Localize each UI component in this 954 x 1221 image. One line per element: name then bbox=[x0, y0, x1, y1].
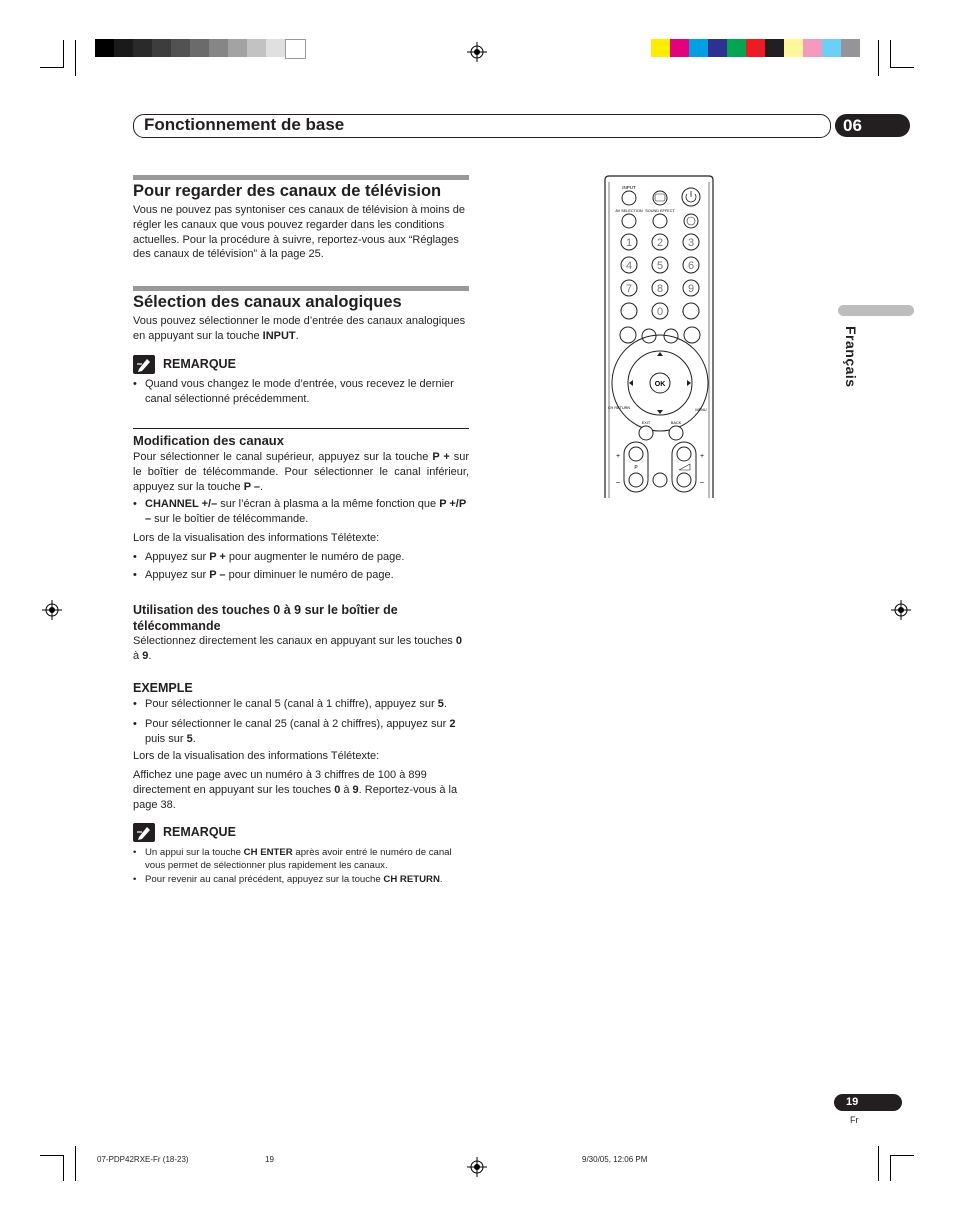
color-swatch bbox=[266, 39, 285, 57]
color-swatch bbox=[152, 39, 171, 57]
menu-label: MENU bbox=[695, 408, 707, 412]
color-swatch bbox=[190, 39, 209, 57]
remote-control-illustration bbox=[600, 174, 718, 498]
plus-label: + bbox=[615, 453, 621, 460]
color-swatch bbox=[285, 39, 306, 59]
page-number: 19 bbox=[834, 1094, 902, 1111]
registration-mark-icon bbox=[891, 600, 911, 620]
section-body: Vous ne pouvez pas syntoniser ces canaux de télévision à moins de régler les canaux que vous pouvez regarder dans les conditions actuelles. Pour la procédure à suivre, reportez-vous aux “Réglages des canaux de télévision” à la page 25. bbox=[133, 204, 466, 261]
crop-mark bbox=[878, 1146, 879, 1181]
plus-label: + bbox=[699, 453, 705, 460]
subsection-heading: Modification des canaux bbox=[133, 433, 284, 448]
ch-return-label: CH RETURN bbox=[607, 406, 631, 410]
section-rule bbox=[133, 286, 469, 291]
color-swatch bbox=[708, 39, 727, 57]
subsection-body: Pour sélectionner le canal supérieur, appuyez sur la touche P + sur le boîtier de télécommande. Pour sélectionner le canal inférieur, appuyez sur la touche P –. bbox=[133, 451, 469, 493]
registration-mark-icon bbox=[42, 600, 62, 620]
section-heading: Sélection des canaux analogiques bbox=[133, 293, 402, 311]
page-language: Fr bbox=[850, 1115, 859, 1125]
color-swatch bbox=[746, 39, 765, 57]
list-item: • Appuyez sur P – pour diminuer le numéro de page. bbox=[133, 568, 469, 583]
numpad-key-label: 0 bbox=[656, 306, 664, 318]
teletext-intro: Lors de la visualisation des informations Télétexte: bbox=[133, 750, 380, 762]
example-label: EXEMPLE bbox=[133, 681, 193, 695]
numpad-key-label: 9 bbox=[687, 283, 695, 295]
color-swatch bbox=[247, 39, 266, 57]
teletext-intro: Lors de la visualisation des informations Télétexte: bbox=[133, 532, 380, 544]
crop-mark bbox=[890, 1155, 891, 1181]
note-bullet: • Pour revenir au canal précédent, appuyez sur la touche CH RETURN. bbox=[133, 873, 469, 886]
color-swatch bbox=[670, 39, 689, 57]
color-swatch bbox=[133, 39, 152, 57]
subsection-body: Sélectionnez directement les canaux en appuyant sur les touches 0 à 9. bbox=[133, 635, 462, 662]
color-swatch bbox=[841, 39, 860, 57]
language-tab-bar bbox=[838, 305, 914, 316]
color-swatch bbox=[727, 39, 746, 57]
note-label: REMARQUE bbox=[163, 357, 236, 371]
list-item: • Pour sélectionner le canal 5 (canal à 1 chiffre), appuyez sur 5. bbox=[133, 697, 469, 712]
color-swatch bbox=[765, 39, 784, 57]
registration-mark-icon bbox=[467, 42, 487, 62]
crop-mark bbox=[890, 40, 891, 68]
exit-label: EXIT bbox=[641, 421, 651, 425]
crop-mark bbox=[75, 40, 76, 76]
section-rule bbox=[133, 175, 469, 180]
color-swatch bbox=[651, 39, 670, 57]
subsection-rule bbox=[133, 428, 469, 429]
note-bullet: • Quand vous changez le mode d’entrée, vous recevez le dernier canal sélectionné précédemment. bbox=[133, 377, 469, 407]
p-label: P bbox=[634, 465, 638, 471]
note-icon bbox=[133, 823, 155, 842]
section-body: Vous pouvez sélectionner le mode d’entrée des canaux analogiques en appuyant sur la touche INPUT. bbox=[133, 315, 466, 342]
section-heading: Pour regarder des canaux de télévision bbox=[133, 182, 442, 200]
list-item: • Pour sélectionner le canal 25 (canal à 2 chiffres), appuyez sur 2 puis sur 5. bbox=[133, 717, 469, 747]
color-swatch bbox=[114, 39, 133, 57]
color-swatch bbox=[209, 39, 228, 57]
crop-mark bbox=[40, 67, 64, 68]
color-swatch bbox=[95, 39, 114, 57]
note-icon bbox=[133, 355, 155, 374]
crop-mark bbox=[63, 40, 64, 68]
footer-date: 9/30/05, 12:06 PM bbox=[582, 1155, 648, 1164]
numpad-key-label: 1 bbox=[625, 237, 633, 249]
color-swatch bbox=[171, 39, 190, 57]
footer-file: 07-PDP42RXE-Fr (18-23) bbox=[97, 1155, 189, 1164]
crop-mark bbox=[890, 1155, 914, 1156]
sound-effect-label: SOUND EFFECT bbox=[645, 209, 675, 213]
numpad-key-label: 8 bbox=[656, 283, 664, 295]
color-swatch bbox=[689, 39, 708, 57]
av-selection-label: AV SELECTION bbox=[615, 209, 643, 213]
color-swatch bbox=[784, 39, 803, 57]
numpad-key-label: 7 bbox=[625, 283, 633, 295]
crop-mark bbox=[890, 67, 914, 68]
minus-label: – bbox=[700, 479, 704, 486]
ok-label: OK bbox=[654, 381, 666, 388]
chapter-number: 06 bbox=[835, 114, 910, 137]
footer-page: 19 bbox=[265, 1155, 274, 1164]
back-label: BACK bbox=[670, 421, 682, 425]
note-bullet: • Un appui sur la touche CH ENTER après avoir entré le numéro de canal vous permet de sélectionner plus rapidement les canaux. bbox=[133, 846, 469, 872]
color-swatch bbox=[228, 39, 247, 57]
numpad-key-label: 6 bbox=[687, 260, 695, 272]
page-title: Fonctionnement de base bbox=[144, 115, 345, 134]
crop-mark bbox=[40, 1155, 64, 1156]
list-item: • Appuyez sur P + pour augmenter le numéro de page. bbox=[133, 550, 469, 565]
language-tab-label: Français bbox=[843, 326, 859, 388]
crop-mark bbox=[878, 40, 879, 76]
color-swatch bbox=[822, 39, 841, 57]
numpad-key-label: 5 bbox=[656, 260, 664, 272]
subsection-heading: Utilisation des touches 0 à 9 sur le boîtier de télécommande bbox=[133, 603, 398, 633]
numpad-key-label: 2 bbox=[656, 237, 664, 249]
color-swatch bbox=[803, 39, 822, 57]
numpad-key-label: 4 bbox=[625, 260, 633, 272]
list-item: • CHANNEL +/– sur l’écran à plasma a la même fonction que P +/P – sur le boîtier de télécommande. bbox=[133, 497, 469, 527]
crop-mark bbox=[63, 1155, 64, 1181]
numpad-key-label: 3 bbox=[687, 237, 695, 249]
minus-label: – bbox=[616, 479, 620, 486]
registration-mark-icon bbox=[467, 1157, 487, 1177]
input-label: INPUT bbox=[622, 185, 636, 190]
teletext-body: Affichez une page avec un numéro à 3 chiffres de 100 à 899 directement en appuyant sur les touches 0 à 9. Reportez-vous à la page 38. bbox=[133, 769, 458, 811]
crop-mark bbox=[75, 1146, 76, 1181]
note-label: REMARQUE bbox=[163, 825, 236, 839]
